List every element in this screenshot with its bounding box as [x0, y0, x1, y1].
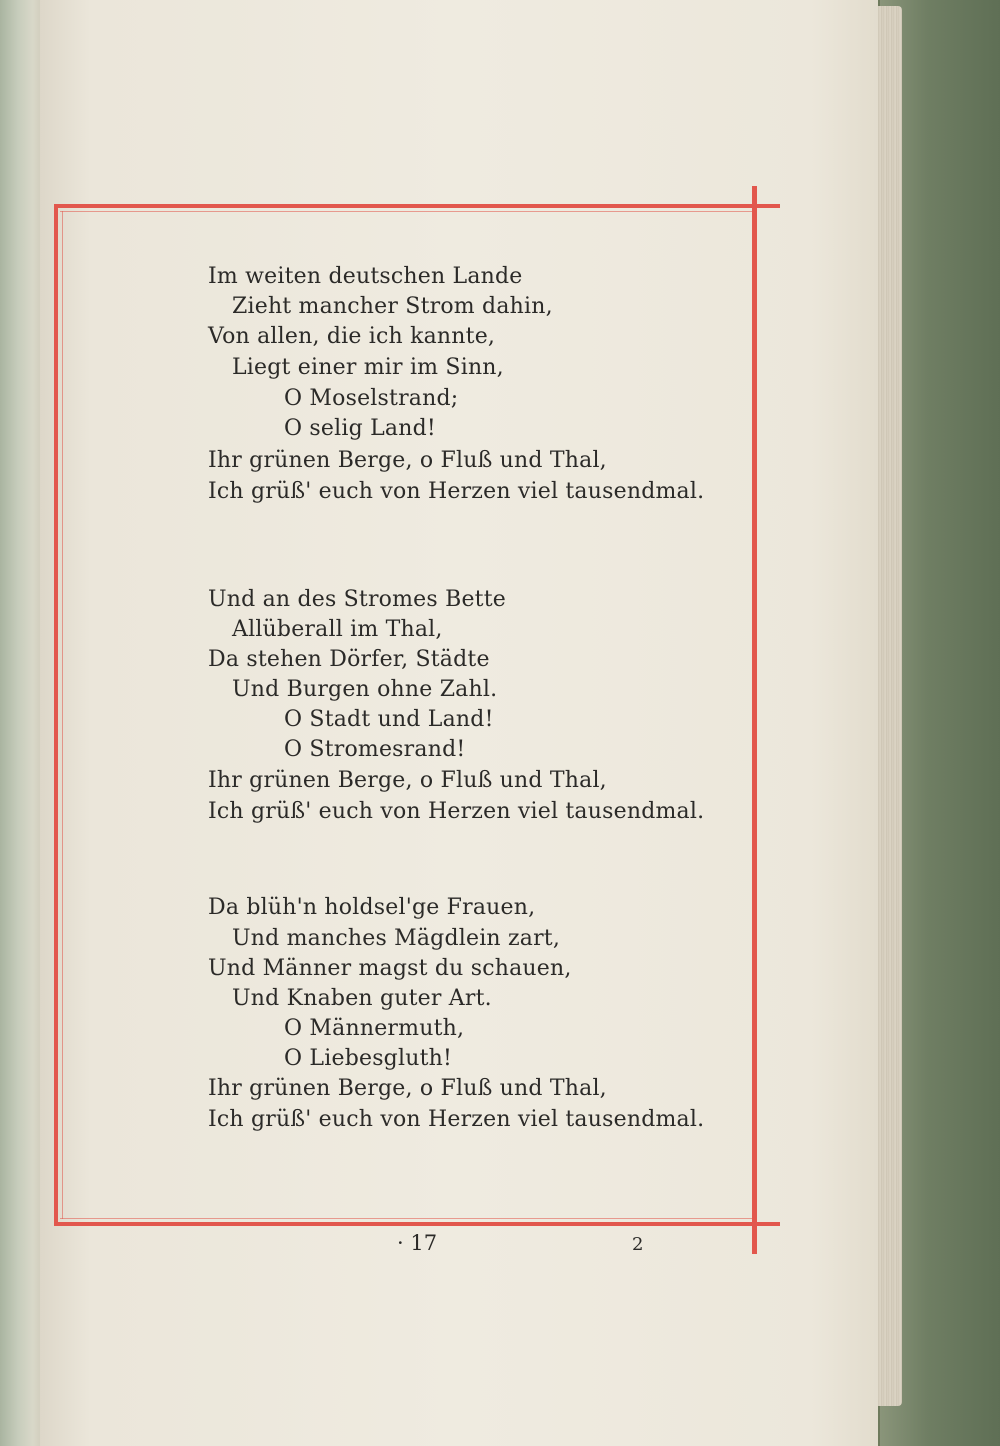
verse-line: Von allen, die ich kannte, [208, 324, 496, 349]
verse-line: Zieht mancher Strom dahin, [232, 294, 553, 319]
verse-line: Und manches Mägdlein zart, [232, 926, 561, 951]
verse-line: Und Burgen ohne Zahl. [232, 677, 498, 702]
verse-line: Allüberall im Thal, [232, 617, 443, 642]
verse-line: O selig Land! [284, 416, 436, 441]
frame-rule-right [752, 186, 757, 1254]
verse-line: Und Knaben guter Art. [232, 986, 492, 1011]
verse-line: O Stromesrand! [284, 737, 466, 762]
frame-rule-left-inner [62, 211, 63, 1219]
frame-rule-left [54, 204, 58, 1226]
frame-rule-bottom [55, 1222, 780, 1226]
verse-line: Da stehen Dörfer, Städte [208, 647, 490, 672]
verse-line: Im weiten deutschen Lande [208, 264, 523, 289]
book-gutter [0, 0, 44, 1446]
verse-line: O Männermuth, [284, 1016, 465, 1041]
page-number: · 17 [397, 1231, 438, 1255]
verse-line: Ich grüß' euch von Herzen viel tausendmal. [208, 1107, 705, 1132]
verse-line: Und Männer magst du schauen, [208, 956, 572, 981]
verse-line: O Liebesgluth! [284, 1046, 453, 1071]
verse-line: Da blüh'n holdsel'ge Frauen, [208, 895, 536, 920]
verse-line: Ich grüß' euch von Herzen viel tausendmal. [208, 479, 705, 504]
frame-rule-top-inner [60, 211, 752, 212]
verse-line: O Stadt und Land! [284, 707, 494, 732]
verse-line: Ihr grünen Berge, o Fluß und Thal, [208, 768, 607, 793]
frame-rule-bottom-inner [60, 1218, 752, 1219]
signature-mark: 2 [632, 1234, 644, 1255]
verse-line: Und an des Stromes Bette [208, 587, 506, 612]
verse-line: Ihr grünen Berge, o Fluß und Thal, [208, 448, 607, 473]
verse-line: Liegt einer mir im Sinn, [232, 355, 504, 380]
frame-rule-top [55, 204, 780, 208]
verse-line: Ihr grünen Berge, o Fluß und Thal, [208, 1076, 607, 1101]
verse-line: Ich grüß' euch von Herzen viel tausendmal. [208, 799, 705, 824]
verse-line: O Moselstrand; [284, 386, 459, 411]
